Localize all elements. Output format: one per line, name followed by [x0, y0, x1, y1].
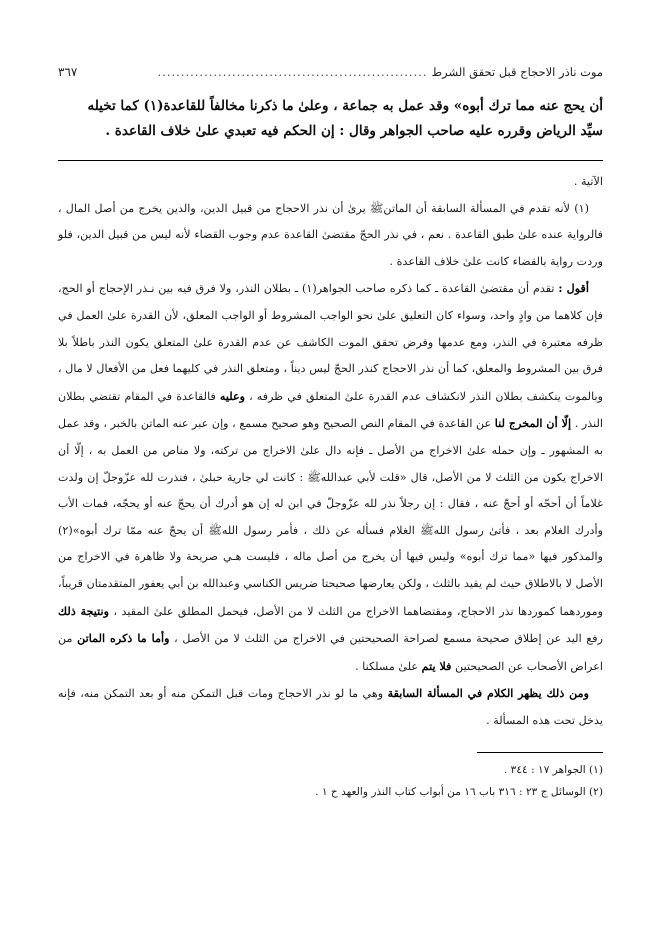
book-page — [58, 64, 603, 803]
commentary-paragraph — [58, 680, 603, 734]
text-span: وهي ما لو نذر الاحجاج ومات قبل التمكن منه أو بعد التمكن منه، فإنه يدخل تحت هذه المسألة . — [58, 687, 603, 727]
footnotes — [58, 759, 603, 803]
text-span: فالقاعدة في المقام تقتضي بطلان النذر . — [58, 389, 603, 431]
commentary-paragraph: الآتية . — [573, 175, 603, 188]
footnote-ref: (٢) — [58, 523, 73, 537]
main-text — [58, 94, 603, 144]
footnote: (١) الجواهر ١٧ : ٣٤٤ . — [503, 764, 603, 777]
footnote-ref: (١) — [301, 282, 317, 296]
commentary-paragraph — [58, 275, 603, 680]
text-span: علىٰ مسلكنا . — [355, 659, 422, 673]
bold-phrase: وأما ما ذكره الماتن — [77, 631, 170, 646]
running-header — [58, 64, 603, 82]
text-span: ـ بطلان النذر، ولا فرق فيه بين نـذر الإحجاج أو الحج، فإن كلاهما من وادٍ واحد، وسواء كان التعليق علىٰ نحو الواجب المشروط أو الواجب المعلق، لأن القدرة علىٰ العمل في ظرفه معتبرة في النذر، ومع عدمها وفرض تحقق الموت الكاشف عن عدم القدرة علىٰ المتعلق يكون النذر باطلاً بلا فرق بين المشروط والمعلق، كما أن نذر الاحجاج كنذر الحجّ ليس ديناً ، ومتعلق النذر في كليهما فعل من الأفعال لا مال ، وبالموت ينكشف بطلان النذر لانكشاف عدم القدرة علىٰ المتعلق في ظرفه ، — [58, 282, 603, 403]
bold-phrase: إلّا أن المخرج لنا — [494, 416, 572, 431]
text-span: رفع اليد عن إطلاق صحيحة مسمع لصراحة الصحيحتين في الاخراج من الثلث لا من الأصل ، — [169, 632, 603, 646]
commentary — [58, 169, 603, 734]
footnote: (٢) الوسائل ج ٢٣ : ٣١٦ باب ١٦ من أبواب كتاب النذر والعهد ح ١ . — [315, 786, 603, 799]
bold-phrase: فلا يتم — [421, 658, 452, 673]
bold-phrase: ونتيجة ذلك — [58, 603, 110, 618]
text-span: تقدم أن مقتضىٰ القاعدة ـ كما ذكره صاحب الجواهر — [316, 282, 559, 296]
bold-phrase: ومن ذلك يظهر الكلام في المسألة السابقة — [387, 686, 589, 701]
text-span: والمذكور فيها «مما ترك أبوه» وليس فيها أن يخرج من أصل ماله ، فليست هـي صريحة ولا ظاهرة في الاخراج من الأصل لا بالاطلاق حيث لم يقيد بالثلث ، ولكن يعارضها صحيحتا ضريس الكناسي وعبدالله بن أبي يعفور المتقدمتان قريباً، وموردهما كموردها نذر الاحجاج، ومقتضاهما الاخراج من الثلث لا من الأصل، فيحمل المطلق علىٰ المقيد ، — [58, 550, 603, 618]
section-divider — [58, 160, 603, 161]
commentary-paragraph: (١) لأنه تقدم في المسألة السابقة أن الماتنﷺ يرىٰ أن نذر الاحجاج من قبيل الدين، والدين يخرج من أصل المال ، فالرواية عنده علىٰ طبق القاعدة . نعم ، في نذر الحجّ مقتضىٰ القاعدة عدم وجوب القضاء لأنه ليس من قبيل الدين، فلو وردت رواية بالقضاء كانت علىٰ خلاف القاعدة . — [58, 201, 603, 268]
page-number: ٣٦٧ — [58, 65, 78, 79]
bold-phrase: وعليه — [219, 388, 246, 403]
footnote-divider — [477, 752, 603, 753]
bold-phrase: أقول : — [558, 281, 590, 296]
header-leader-dots: .......................................................... — [157, 65, 428, 79]
footnote-ref: (١) — [143, 98, 164, 114]
main-text-line: سيِّد الرياض وقرره عليه صاحب الجواهر وقال : إن الحكم فيه تعبدي علىٰ خلاف القاعدة . — [105, 123, 603, 139]
header-title: موت ناذر الاحجاج قبل تحقق الشرط — [431, 65, 603, 79]
text-span: من اعراض الأصحاب عن الصحيحتين — [58, 632, 603, 673]
main-text-line — [58, 94, 603, 119]
main-text-span: أن يحج عنه مما ترك أبوه» وقد عمل به جماعة ، وعلىٰ ما ذكرنا مخالفاً للقاعدة — [163, 98, 603, 114]
text-span: عن القاعدة في المقام النص الصحيح وهو صحيح مسمع ، وإن عبر عنه الماتن بالخبر ، وقد عمل به المشهور ـ وإن حمله علىٰ الاخراج من الأصل ـ فإنه دال علىٰ الاخراج من تركته، ولا مناص من العمل به ، إلّا أن الاخراج يكون من الثلث لا من الأصل، قال «قلت لأبي عبداللهﷺ : كانت لي جارية حبلىٰ ، فنذرت لله عزّوجلّ إن ولدت غلاماً أن أحجّه أو أحجّ عنه ، فقال : إن رجلاً نذر لله عزّوجلّ في ابن له إن هو أدرك أن يحجّ عنه أو يحجّه، فمات الأب وأدرك الغلام بعد ، فأتىٰ رسول اللهﷺ الغلام فسأله عن ذلك ، فأمر رسول اللهﷺ أن يحجّ عنه ممّا ترك أبوه» — [58, 417, 603, 537]
main-text-span: كما تخيله — [87, 98, 144, 114]
